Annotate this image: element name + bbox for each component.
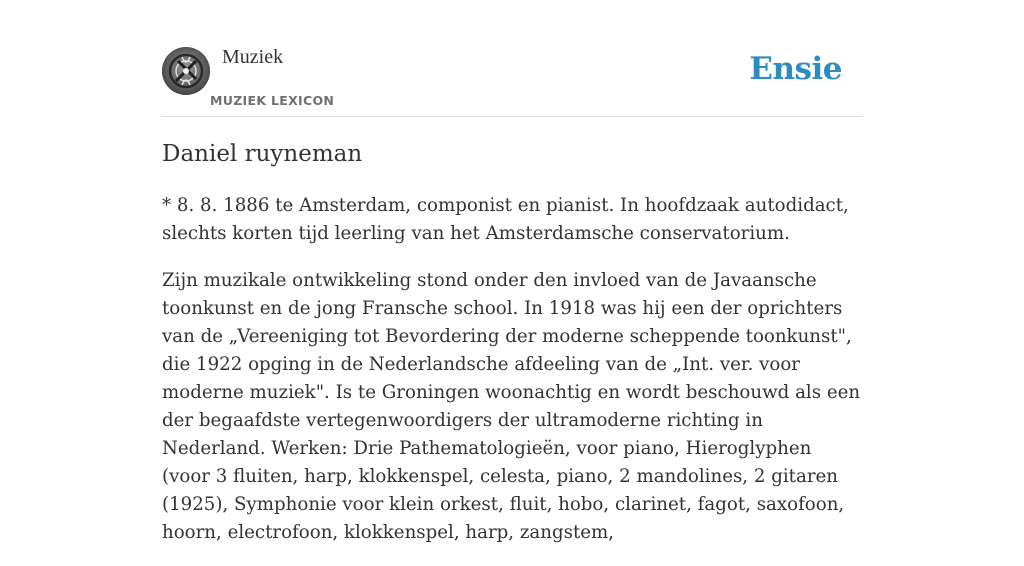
source-avatar[interactable] (162, 47, 210, 95)
brand-logo[interactable]: Ensie (749, 51, 842, 87)
article (162, 138, 862, 566)
source-subtitle[interactable]: MUZIEK LEXICON (210, 93, 335, 108)
article-paragraph: Zijn muzikale ontwikkeling stond onder den invloed van de Javaansche toonkunst en de jong Fransche school. In 1918 was hij een der oprichters van de „Vereeniging tot Bevordering der moderne scheppende toonkunst", die 1922 opging in de Nederlandsche afdeeling van de „Int. ver. voor moderne muziek". Is te Groningen woonachtig en wordt beschouwd als een der begaafdste vertegenwoordigers der ultramoderne richting in Nederland. Werken: Drie Pathematologieën, voor piano, Hieroglyphen (voor 3 fluiten, harp, klokkenspel, celesta, piano, 2 mandolines, 2 gitaren (1925), Symphonie voor klein orkest, fluit, hobo, clarinet, fagot, saxofoon, hoorn, electrofoon, klokkenspel, harp, zangstem, (162, 270, 861, 543)
source-name[interactable]: Muziek (222, 46, 284, 68)
page-header (162, 44, 862, 117)
article-paragraph: * 8. 8. 1886 te Amsterdam, componist en pianist. In hoofdzaak autodidact, slechts korten tijd leerling van het Amsterdamsche conservatorium. (162, 195, 849, 244)
article-title: Daniel ruyneman (162, 141, 363, 167)
music-emblem-icon (162, 47, 210, 95)
